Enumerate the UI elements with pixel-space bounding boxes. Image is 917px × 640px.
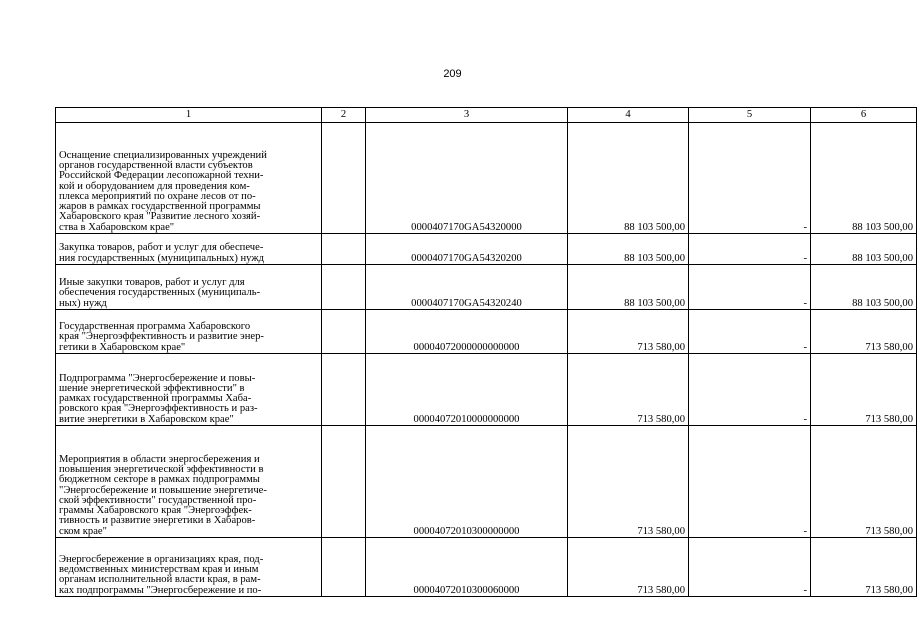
row-code: 00004072010300000000	[366, 426, 568, 538]
table-row	[56, 310, 917, 354]
row-total: 713 580,00	[811, 354, 917, 426]
table-row	[56, 354, 917, 426]
row-col5: -	[689, 538, 811, 597]
row-description: Подпрограмма "Энергосбережение и повы- шение энергетической эффективности" в рамках государственной программы Хаба- ровского края "Энергоэффективность и раз- витие энергетики в Хабаровском крае"	[56, 354, 322, 426]
table-row	[56, 538, 917, 597]
row-amount: 713 580,00	[568, 354, 689, 426]
row-total: 88 103 500,00	[811, 234, 917, 265]
row-col5: -	[689, 234, 811, 265]
row-total: 88 103 500,00	[811, 123, 917, 234]
row-code: 00004072010300060000	[366, 538, 568, 597]
row-total: 713 580,00	[811, 426, 917, 538]
row-description: Мероприятия в области энергосбережения и повышения энергетической эффективности в бюджетном секторе в рамках подпрограммы "Энергосбережение и повышение энергетиче- ской эффективности" государственной про- граммы Хабаровского края "Энергоэффек- тивность и развитие энергетики в Хабаров- ском крае"	[56, 426, 322, 538]
column-header: 1	[56, 108, 322, 123]
page-number: 209	[443, 68, 462, 80]
row-code: 0000407170GA54320240	[366, 265, 568, 310]
row-code: 00004072010000000000	[366, 354, 568, 426]
row-col5: -	[689, 354, 811, 426]
row-amount: 88 103 500,00	[568, 265, 689, 310]
row-col5: -	[689, 265, 811, 310]
table-row	[56, 234, 917, 265]
table-row	[56, 123, 917, 234]
column-header: 4	[568, 108, 689, 123]
row-description: Энергосбережение в организациях края, под- ведомственных министерствам края и иным органам исполнительной власти края, в рам- ках подпрограммы "Энергосбережение и по-	[56, 538, 322, 597]
row-col2	[322, 123, 366, 234]
row-amount: 713 580,00	[568, 426, 689, 538]
row-col2	[322, 354, 366, 426]
table-row	[56, 265, 917, 310]
row-col2	[322, 426, 366, 538]
row-col2	[322, 310, 366, 354]
table-row	[56, 426, 917, 538]
row-amount: 713 580,00	[568, 538, 689, 597]
row-col5: -	[689, 123, 811, 234]
column-header: 2	[322, 108, 366, 123]
row-col5: -	[689, 310, 811, 354]
column-header: 3	[366, 108, 568, 123]
row-code: 0000407170GA54320000	[366, 123, 568, 234]
row-col2	[322, 538, 366, 597]
column-header: 6	[811, 108, 917, 123]
row-amount: 88 103 500,00	[568, 123, 689, 234]
row-description: Государственная программа Хабаровского края "Энергоэффективность и развитие энер- гетики в Хабаровском крае"	[56, 310, 322, 354]
row-col2	[322, 234, 366, 265]
row-col2	[322, 265, 366, 310]
row-total: 713 580,00	[811, 538, 917, 597]
header-row	[56, 108, 917, 123]
budget-table	[55, 107, 917, 597]
row-code: 00004072000000000000	[366, 310, 568, 354]
row-code: 0000407170GA54320200	[366, 234, 568, 265]
row-amount: 88 103 500,00	[568, 234, 689, 265]
row-col5: -	[689, 426, 811, 538]
row-amount: 713 580,00	[568, 310, 689, 354]
row-total: 713 580,00	[811, 310, 917, 354]
row-description: Закупка товаров, работ и услуг для обеспече- ния государственных (муниципальных) нужд	[56, 234, 322, 265]
row-description: Иные закупки товаров, работ и услуг для обеспечения государственных (муниципаль- ных) нужд	[56, 265, 322, 310]
row-total: 88 103 500,00	[811, 265, 917, 310]
column-header: 5	[689, 108, 811, 123]
row-description: Оснащение специализированных учреждений органов государственной власти субъектов Российской Федерации лесопожарной техни- кой и оборудованием для проведения ком- плекса мероприятий по охране лесов от по- жаров в рамках государственной программы Хабаровского края "Развитие лесного хозяй- ства в Хабаровском крае"	[56, 123, 322, 234]
